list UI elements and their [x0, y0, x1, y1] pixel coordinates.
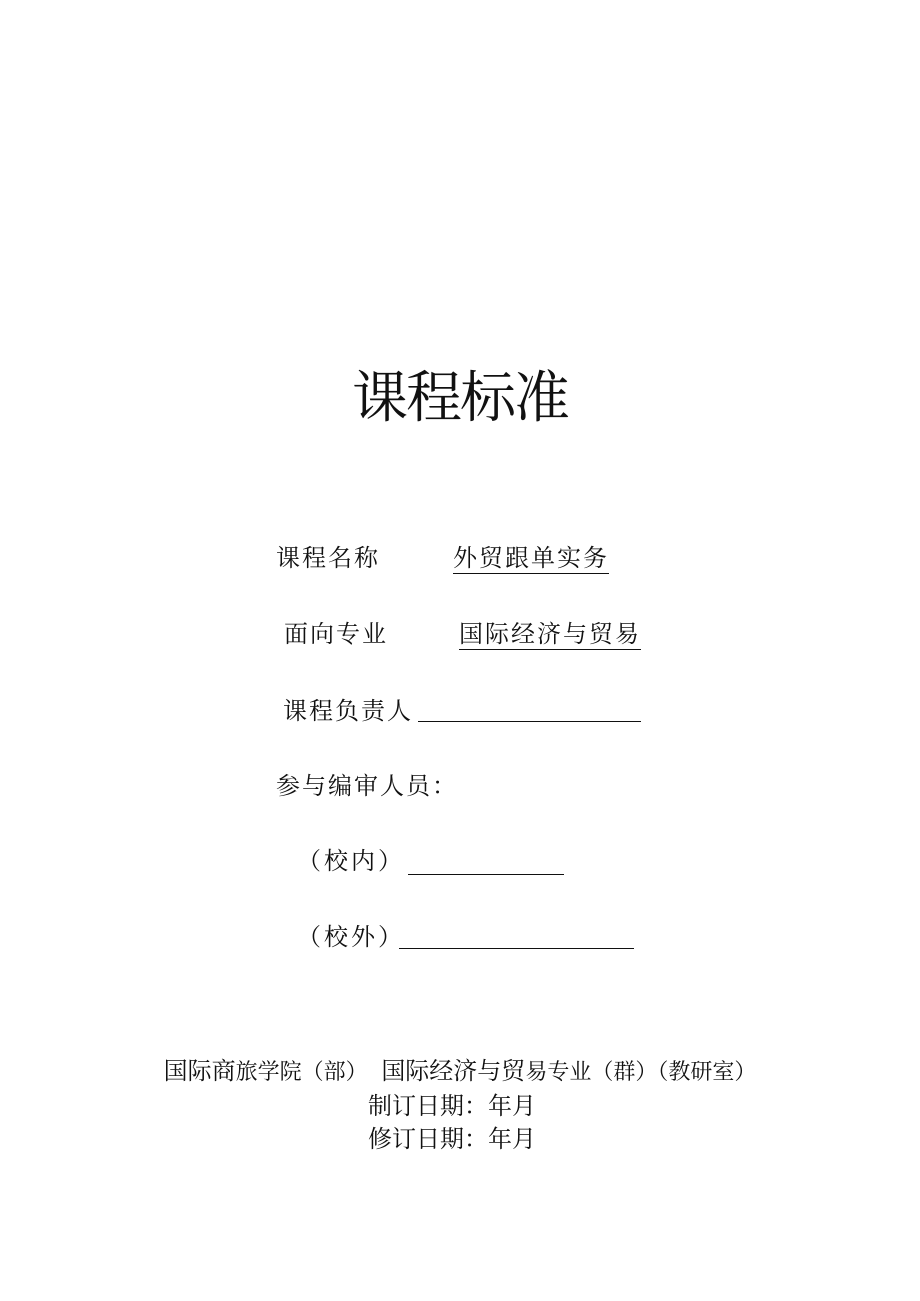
- course-name-label: 课程名称: [276, 544, 380, 572]
- major-value: 国际经济与贸易: [459, 620, 641, 648]
- internal-reviewers-blank: [408, 874, 564, 875]
- institution-prefix: 国际商: [163, 1057, 236, 1085]
- department-prefix: 国际经济与贸: [381, 1057, 526, 1085]
- course-name-value: 外贸跟单实务: [453, 544, 609, 572]
- reviewers-label: 参与编审人员：: [276, 772, 458, 800]
- document-title: 课程标准: [352, 366, 568, 431]
- major-label: 面向专业: [284, 620, 388, 648]
- course-owner-label: 课程负责人: [283, 697, 413, 725]
- external-reviewers-label: （校外）: [297, 923, 405, 951]
- institution-line: [0, 1056, 920, 1088]
- department-rest: 易专业（群）（教研室）: [525, 1060, 757, 1085]
- formulated-date: 制订日期：年月: [368, 1092, 536, 1120]
- external-reviewers-blank: [399, 948, 634, 949]
- internal-reviewers-label: （校内）: [297, 847, 405, 875]
- course-owner-blank: [418, 721, 641, 722]
- revised-date: 修订日期：年月: [368, 1125, 536, 1153]
- institution-rest: 旅学院（部）: [235, 1060, 368, 1085]
